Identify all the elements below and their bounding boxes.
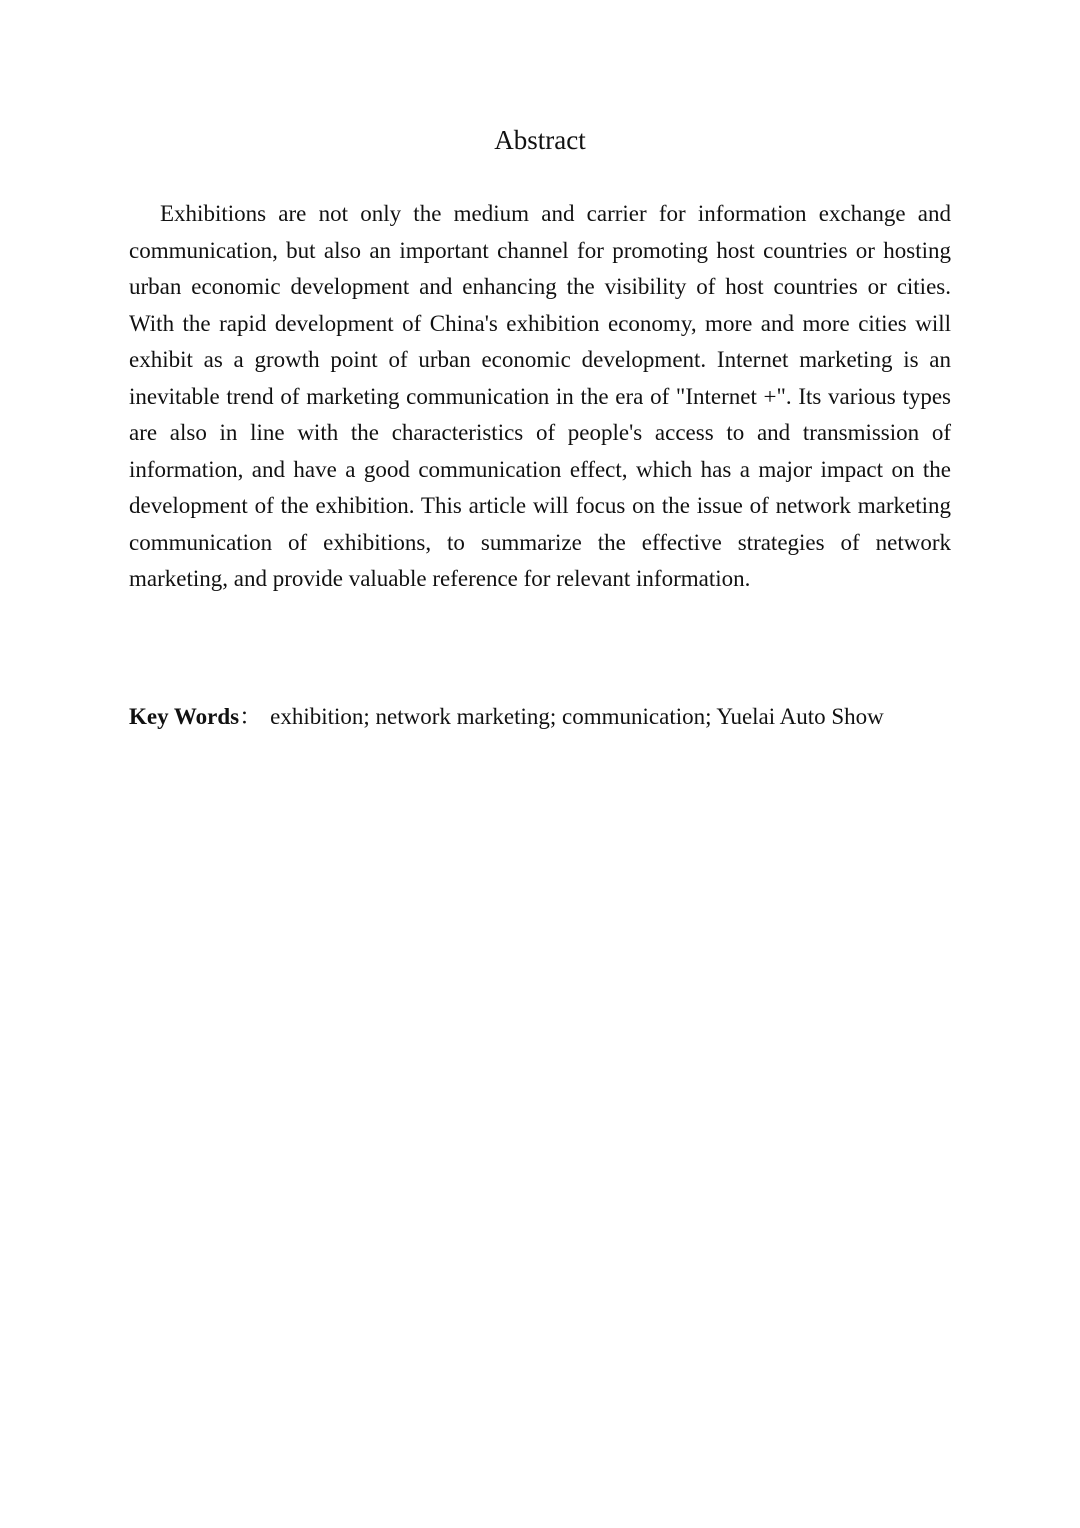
keywords-line — [129, 699, 969, 735]
abstract-paragraph: Exhibitions are not only the medium and carrier for information exchange and communication, but also an important channel for promoting host countries or hosting urban economic development and enhancing the visibility of host countries or cities. With the rapid development of China's exhibition economy, more and more cities will exhibit as a growth point of urban economic development. Internet marketing is an inevitable trend of marketing communication in the era of "Internet +". Its various types are also in line with the characteristics of people's access to and transmission of information, and have a good communication effect, which has a major impact on the development of the exhibition. This article will focus on the issue of network marketing communication of exhibitions, to summarize the effective strategies of network marketing, and provide valuable reference for relevant information. — [129, 201, 951, 591]
abstract-title: Abstract — [494, 125, 586, 155]
keywords-list: exhibition; network marketing; communication; Yuelai Auto Show — [270, 704, 884, 729]
keywords-label: Key Words — [129, 704, 240, 729]
keywords-separator: ： — [239, 704, 263, 729]
